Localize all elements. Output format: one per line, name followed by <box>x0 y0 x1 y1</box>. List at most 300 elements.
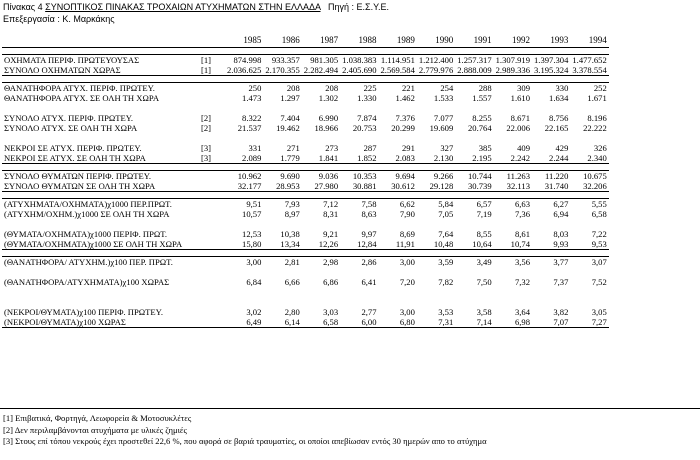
value-cell: 10.962 <box>225 171 263 182</box>
table-row <box>2 55 609 66</box>
row-footnote-ref <box>199 277 225 287</box>
value-cell: 221 <box>379 83 417 94</box>
value-cell: 2.242 <box>494 153 532 164</box>
value-cell <box>379 267 417 277</box>
value-cell: 3,64 <box>514 307 530 317</box>
value-cell: 3,77 <box>532 257 570 268</box>
table-row <box>2 239 609 250</box>
value-cell: 12,26 <box>302 239 340 250</box>
value-cell <box>225 267 263 277</box>
year-header: 1986 <box>263 33 301 48</box>
value-cell: 326 <box>593 143 607 153</box>
value-cell <box>532 133 570 143</box>
spacer-cell <box>2 250 609 257</box>
row-footnote-ref <box>199 83 225 94</box>
year-header: 1987 <box>302 33 340 48</box>
value-cell: 7,12 <box>302 199 340 210</box>
value-cell: 22.165 <box>544 123 569 133</box>
value-cell: 11.263 <box>494 171 532 182</box>
value-cell <box>532 297 570 307</box>
value-cell: 7,20 <box>399 277 415 287</box>
row-footnote-ref <box>199 133 225 143</box>
value-cell: 8,97 <box>284 209 300 219</box>
value-cell: 20.299 <box>391 123 415 133</box>
value-cell: 2.083 <box>379 153 417 164</box>
value-cell: 27.980 <box>302 181 340 192</box>
value-cell: 9.694 <box>379 171 417 182</box>
value-cell: 3,58 <box>476 307 492 317</box>
table-title: ΣΥΝΟΠΤΙΚΟΣ ΠΙΝΑΚΑΣ ΤΡΟΧΑΙΩΝ ΑΤΥΧΗΜΑΤΩΝ ΣΤΗΝ ΕΛΛΑΔΑ <box>45 2 321 12</box>
value-cell: 7.376 <box>395 113 415 123</box>
row-label <box>2 267 199 277</box>
value-cell: 12,84 <box>340 239 378 250</box>
value-cell: 3,07 <box>570 257 608 268</box>
value-cell: 3.195.324 <box>534 65 569 75</box>
value-cell <box>570 103 608 113</box>
value-cell <box>225 297 263 307</box>
value-cell <box>494 219 532 229</box>
value-cell: 8,03 <box>553 229 569 239</box>
value-cell: 18.966 <box>314 123 339 133</box>
value-cell: 7,05 <box>438 209 454 219</box>
value-cell: 1.330 <box>357 93 377 103</box>
value-cell: 6,66 <box>284 277 300 287</box>
value-cell: 330 <box>532 83 570 94</box>
value-cell: 6,98 <box>494 317 532 328</box>
value-cell: 2,80 <box>284 307 300 317</box>
row-label: (ΝΕΚΡΟΙ/ΘΥΜΑΤΑ)χ100 ΠΕΡΙΦ. ΠΡΩΤΕΥ. <box>4 307 163 317</box>
group-spacer <box>2 250 609 257</box>
row-footnote-ref <box>199 103 225 113</box>
value-cell <box>379 287 417 297</box>
value-cell: 22.222 <box>583 123 607 133</box>
footnote: [3] Στους επί τόπου νεκρούς έχει προστεθεί 22,6 %, που αφορά σε βαριά τραυματίες, οι οποίοι απεβίωσαν εντός 30 ημερών απο το ατύχημα <box>3 436 487 446</box>
value-cell <box>494 103 532 113</box>
value-cell: 1.557 <box>472 93 492 103</box>
table-row <box>2 103 609 113</box>
value-cell <box>417 133 455 143</box>
value-cell: 1.257.317 <box>457 55 492 65</box>
notes-divider <box>0 408 700 409</box>
year-header: 1985 <box>225 33 263 48</box>
value-cell: 3,03 <box>323 307 339 317</box>
source-label: Πηγή : Ε.Σ.Υ.Ε. <box>328 2 389 12</box>
value-cell <box>225 133 263 143</box>
value-cell <box>570 219 608 229</box>
value-cell: 7,32 <box>514 277 530 287</box>
value-cell: 3,05 <box>591 307 607 317</box>
row-footnote-ref: [3] <box>199 153 225 164</box>
value-cell: 19.462 <box>276 123 300 133</box>
value-cell: 5,55 <box>570 199 608 210</box>
year-header: 1993 <box>532 33 570 48</box>
row-footnote-ref <box>199 209 225 219</box>
year-header: 1994 <box>570 33 608 48</box>
value-cell: 3,59 <box>417 257 455 268</box>
value-cell: 8,69 <box>399 229 415 239</box>
value-cell: 2.244 <box>532 153 570 164</box>
table-row <box>2 229 609 239</box>
spacer-cell <box>2 76 609 83</box>
value-cell: 385 <box>478 143 492 153</box>
value-cell <box>455 219 493 229</box>
value-cell: 3,82 <box>553 307 569 317</box>
header-empty-cell <box>2 33 199 48</box>
value-cell: 32.177 <box>225 181 263 192</box>
value-cell: 7,14 <box>455 317 493 328</box>
row-label: (ΘΥΜΑΤΑ/ΟΧΗΜΑΤΑ)χ1000 ΣΕ ΟΛΗ ΤΗ ΧΩΡΑ <box>2 239 199 250</box>
footnotes <box>3 413 487 448</box>
table-number: Πίνακας 4 <box>3 2 43 12</box>
value-cell: 6,57 <box>455 199 493 210</box>
row-label <box>2 297 199 307</box>
value-cell: 8.196 <box>587 113 607 123</box>
value-cell: 874.998 <box>225 55 263 66</box>
value-cell: 1.841 <box>302 153 340 164</box>
value-cell: 9,53 <box>570 239 608 250</box>
row-footnote-ref <box>199 229 225 239</box>
year-header-row <box>2 33 609 48</box>
value-cell: 271 <box>286 143 300 153</box>
table-caption <box>3 2 389 12</box>
value-cell: 13,34 <box>263 239 301 250</box>
table-row <box>2 307 609 317</box>
spacer-cell <box>2 192 609 199</box>
table-row <box>2 83 609 94</box>
value-cell <box>263 297 301 307</box>
value-cell <box>340 133 378 143</box>
value-cell: 30.881 <box>340 181 378 192</box>
value-cell: 15,80 <box>225 239 263 250</box>
value-cell: 254 <box>417 83 455 94</box>
value-cell: 2,81 <box>263 257 301 268</box>
value-cell: 3,53 <box>438 307 454 317</box>
summary-table <box>2 33 609 328</box>
value-cell: 7,27 <box>570 317 608 328</box>
value-cell <box>379 133 417 143</box>
value-cell: 2.195 <box>455 153 493 164</box>
value-cell <box>532 219 570 229</box>
row-label: ΝΕΚΡΟΙ ΣΕ ΑΤΥΧ. ΣΕ ΟΛΗ ΤΗ ΧΩΡΑ <box>2 153 199 164</box>
value-cell: 1.533 <box>433 93 454 103</box>
value-cell: 20.764 <box>467 123 492 133</box>
value-cell: 2.569.584 <box>380 65 415 75</box>
row-footnote-ref <box>199 93 225 103</box>
table-row <box>2 153 609 164</box>
row-label: (ΑΤΥΧΗΜ/ΟΧΗΜ.)χ1000 ΣΕ ΟΛΗ ΤΗ ΧΩΡΑ <box>4 209 170 219</box>
value-cell: 8.322 <box>242 113 262 123</box>
group-spacer <box>2 48 609 55</box>
value-cell <box>570 133 608 143</box>
row-footnote-ref <box>199 171 225 182</box>
value-cell <box>455 287 493 297</box>
value-cell: 7,22 <box>591 229 607 239</box>
footnote: [2] Δεν περιλαμβάνονται ατυχήματα με υλικές ζημιές <box>3 424 187 435</box>
value-cell: 2.989.336 <box>495 65 530 75</box>
table-row <box>2 277 609 287</box>
table-row <box>2 257 609 268</box>
value-cell: 1.397.304 <box>534 55 569 65</box>
row-label: ΣΥΝΟΛΟ ΟΧΗΜΑΤΩΝ ΧΩΡΑΣ <box>2 65 199 76</box>
value-cell <box>263 133 301 143</box>
value-cell <box>494 267 532 277</box>
value-cell: 32.206 <box>570 181 608 192</box>
value-cell: 6,58 <box>591 209 607 219</box>
value-cell: 208 <box>302 83 340 94</box>
value-cell: 933.357 <box>263 55 301 66</box>
value-cell: 10,48 <box>417 239 455 250</box>
group-spacer <box>2 192 609 199</box>
value-cell: 2.888.009 <box>457 65 492 75</box>
value-cell: 1.307.919 <box>495 55 530 65</box>
value-cell: 6,84 <box>246 277 262 287</box>
value-cell: 288 <box>455 83 493 94</box>
value-cell: 291 <box>401 143 415 153</box>
row-label <box>2 219 199 229</box>
value-cell: 5,84 <box>417 199 455 210</box>
row-footnote-ref <box>199 287 225 297</box>
value-cell: 1.473 <box>242 93 262 103</box>
value-cell: 309 <box>494 83 532 94</box>
row-label: (ΝΕΚΡΟΙ/ΘΥΜΑΤΑ)χ100 ΧΩΡΑΣ <box>2 317 199 328</box>
value-cell: 3,56 <box>494 257 532 268</box>
value-cell: 6,94 <box>553 209 569 219</box>
row-footnote-ref <box>199 307 225 317</box>
table-row <box>2 287 609 297</box>
value-cell: 6,00 <box>340 317 378 328</box>
value-cell: 2,77 <box>361 307 377 317</box>
value-cell <box>417 103 455 113</box>
value-cell: 32.113 <box>494 181 532 192</box>
value-cell <box>263 219 301 229</box>
row-label: ΟΧΗΜΑΤΑ ΠΕΡΙΦ. ΠΡΩΤΕΥΟΥΣΑΣ <box>2 55 199 66</box>
value-cell: 9.266 <box>417 171 455 182</box>
value-cell: 1.610 <box>510 93 530 103</box>
value-cell: 250 <box>225 83 263 94</box>
value-cell: 2.130 <box>417 153 455 164</box>
value-cell <box>225 287 263 297</box>
value-cell <box>302 133 340 143</box>
row-label: ΣΥΝΟΛΟ ΘΥΜΑΤΩΝ ΣΕ ΟΛΗ ΤΗ ΧΩΡΑ <box>2 181 199 192</box>
value-cell: 273 <box>325 143 339 153</box>
value-cell <box>302 103 340 113</box>
table-row <box>2 93 609 103</box>
value-cell: 8,63 <box>361 209 377 219</box>
row-footnote-ref <box>199 317 225 328</box>
value-cell: 12,53 <box>242 229 262 239</box>
value-cell: 1.462 <box>395 93 415 103</box>
value-cell: 31.740 <box>532 181 570 192</box>
value-cell <box>532 287 570 297</box>
value-cell: 19.609 <box>429 123 454 133</box>
value-cell: 981.305 <box>302 55 340 66</box>
table-row <box>2 317 609 328</box>
value-cell <box>570 267 608 277</box>
value-cell: 1.302 <box>318 93 339 103</box>
value-cell: 7.404 <box>280 113 300 123</box>
value-cell <box>302 287 340 297</box>
value-cell: 30.612 <box>379 181 417 192</box>
value-cell: 1.297 <box>280 93 300 103</box>
value-cell: 6,62 <box>379 199 417 210</box>
value-cell: 10,38 <box>280 229 300 239</box>
value-cell <box>340 219 378 229</box>
value-cell: 2.036.625 <box>227 65 262 75</box>
value-cell <box>570 297 608 307</box>
row-footnote-ref: [1] <box>199 55 225 66</box>
value-cell <box>455 267 493 277</box>
value-cell <box>417 287 455 297</box>
value-cell <box>302 267 340 277</box>
value-cell: 7.077 <box>433 113 454 123</box>
value-cell: 2,98 <box>302 257 340 268</box>
value-cell: 6,41 <box>361 277 377 287</box>
value-cell: 6.990 <box>318 113 339 123</box>
value-cell <box>532 103 570 113</box>
value-cell <box>417 297 455 307</box>
value-cell: 2.282.494 <box>303 65 339 75</box>
value-cell: 11,91 <box>379 239 417 250</box>
value-cell <box>263 103 301 113</box>
row-footnote-ref <box>199 257 225 268</box>
value-cell <box>532 267 570 277</box>
value-cell: 10,64 <box>455 239 493 250</box>
value-cell: 252 <box>570 83 608 94</box>
row-label: ΣΥΝΟΛΟ ΘΥΜΑΤΩΝ ΠΕΡΙΦ. ΠΡΩΤΕΥ. <box>2 171 199 182</box>
group-spacer <box>2 164 609 171</box>
year-header: 1988 <box>340 33 378 48</box>
value-cell: 9.690 <box>263 171 301 182</box>
row-label: ΘΑΝΑΤΗΦΟΡΑ ΑΤΥΧ. ΠΕΡΙΦ. ΠΡΩΤΕΥ. <box>2 83 199 94</box>
value-cell <box>302 219 340 229</box>
row-footnote-ref: [2] <box>201 123 212 133</box>
value-cell: 7,52 <box>591 277 607 287</box>
value-cell: 409 <box>517 143 530 153</box>
value-cell: 9,93 <box>532 239 570 250</box>
value-cell: 2.779.976 <box>418 65 454 75</box>
year-header: 1990 <box>417 33 455 48</box>
row-label <box>2 287 199 297</box>
value-cell: 327 <box>440 143 454 153</box>
value-cell: 7,64 <box>438 229 454 239</box>
footnote: [1] Επιβατικά, Φορτηγά, Λεωφορεία & Μοτοσυκλέτες <box>3 413 192 423</box>
value-cell: 1.671 <box>587 93 607 103</box>
value-cell: 9.036 <box>302 171 340 182</box>
value-cell: 7,37 <box>553 277 569 287</box>
value-cell <box>494 297 532 307</box>
value-cell: 7,31 <box>417 317 455 328</box>
row-label: (ΘΑΝΑΤΗΦΟΡΑ/ ΑΤΥΧΗΜ.)χ100 ΠΕΡ. ΠΡΩΤ. <box>2 257 199 268</box>
value-cell: 9,51 <box>225 199 263 210</box>
value-cell: 6,63 <box>494 199 532 210</box>
value-cell: 8.671 <box>510 113 530 123</box>
value-cell <box>302 297 340 307</box>
value-cell: 8.255 <box>472 113 492 123</box>
value-cell: 3,00 <box>225 257 263 268</box>
value-cell <box>379 103 417 113</box>
row-label: (ΑΤΥΧΗΜΑΤΑ/ΟΧΗΜΑΤΑ)χ1000 ΠΕΡ.ΠΡΩΤ. <box>2 199 199 210</box>
value-cell: 1.779 <box>263 153 301 164</box>
value-cell: 3,00 <box>399 307 415 317</box>
row-label: (ΘΥΜΑΤΑ/ΟΧΗΜΑΤΑ)χ1000 ΠΕΡΙΦ. ΠΡΩΤ. <box>4 229 168 239</box>
value-cell <box>417 219 455 229</box>
value-cell: 3,02 <box>246 307 262 317</box>
value-cell: 8.756 <box>549 113 569 123</box>
row-footnote-ref <box>199 267 225 277</box>
row-footnote-ref <box>199 297 225 307</box>
value-cell <box>379 297 417 307</box>
value-cell: 22.006 <box>506 123 530 133</box>
value-cell: 7.874 <box>357 113 377 123</box>
value-cell: 3,49 <box>455 257 493 268</box>
value-cell: 6,80 <box>379 317 417 328</box>
row-footnote-ref: [2] <box>201 113 212 123</box>
table-row <box>2 219 609 229</box>
row-footnote-ref: [1] <box>199 65 225 76</box>
value-cell: 6,86 <box>323 277 339 287</box>
row-label: ΘΑΝΑΤΗΦΟΡΑ ΑΤΥΧ. ΣΕ ΟΛΗ ΤΗ ΧΩΡΑ <box>4 93 160 103</box>
value-cell: 1.038.383 <box>342 55 377 65</box>
year-header: 1992 <box>494 33 532 48</box>
value-cell: 28.953 <box>263 181 301 192</box>
header-empty-cell <box>199 33 225 48</box>
value-cell <box>340 267 378 277</box>
value-cell <box>340 297 378 307</box>
table-row <box>2 133 609 143</box>
value-cell: 6,58 <box>302 317 340 328</box>
row-footnote-ref <box>199 219 225 229</box>
value-cell: 10,57 <box>242 209 262 219</box>
year-header: 1989 <box>379 33 417 48</box>
row-footnote-ref <box>199 239 225 250</box>
spacer-cell <box>2 164 609 171</box>
value-cell: 287 <box>363 143 377 153</box>
spacer-cell <box>2 48 609 55</box>
value-cell: 8,31 <box>323 209 339 219</box>
table-row <box>2 113 609 123</box>
year-header: 1991 <box>455 33 493 48</box>
table-row <box>2 65 609 76</box>
value-cell: 10.744 <box>455 171 493 182</box>
value-cell: 1.212.400 <box>418 55 454 65</box>
value-cell: 7,93 <box>263 199 301 210</box>
value-cell: 9,97 <box>361 229 377 239</box>
value-cell: 20.753 <box>352 123 377 133</box>
row-footnote-ref <box>199 181 225 192</box>
value-cell: 7,50 <box>476 277 492 287</box>
table-row <box>2 297 609 307</box>
table-row <box>2 267 609 277</box>
value-cell: 10.353 <box>340 171 378 182</box>
row-label: (ΘΑΝΑΤΗΦΟΡΑ/ΑΤΥΧΗΜΑΤΑ)χ100 ΧΩΡΑΣ <box>4 277 170 287</box>
table-row <box>2 143 609 153</box>
value-cell <box>225 103 263 113</box>
row-footnote-ref <box>199 199 225 210</box>
value-cell: 2.340 <box>570 153 608 164</box>
value-cell <box>455 297 493 307</box>
value-cell: 7,36 <box>514 209 530 219</box>
value-cell: 2,86 <box>340 257 378 268</box>
table-row <box>2 209 609 219</box>
value-cell <box>417 267 455 277</box>
value-cell <box>494 287 532 297</box>
value-cell: 2.170.355 <box>265 65 300 75</box>
value-cell: 11.220 <box>532 171 570 182</box>
value-cell: 1.852 <box>340 153 378 164</box>
value-cell <box>570 287 608 297</box>
value-cell: 30.739 <box>455 181 493 192</box>
value-cell: 9,21 <box>323 229 339 239</box>
